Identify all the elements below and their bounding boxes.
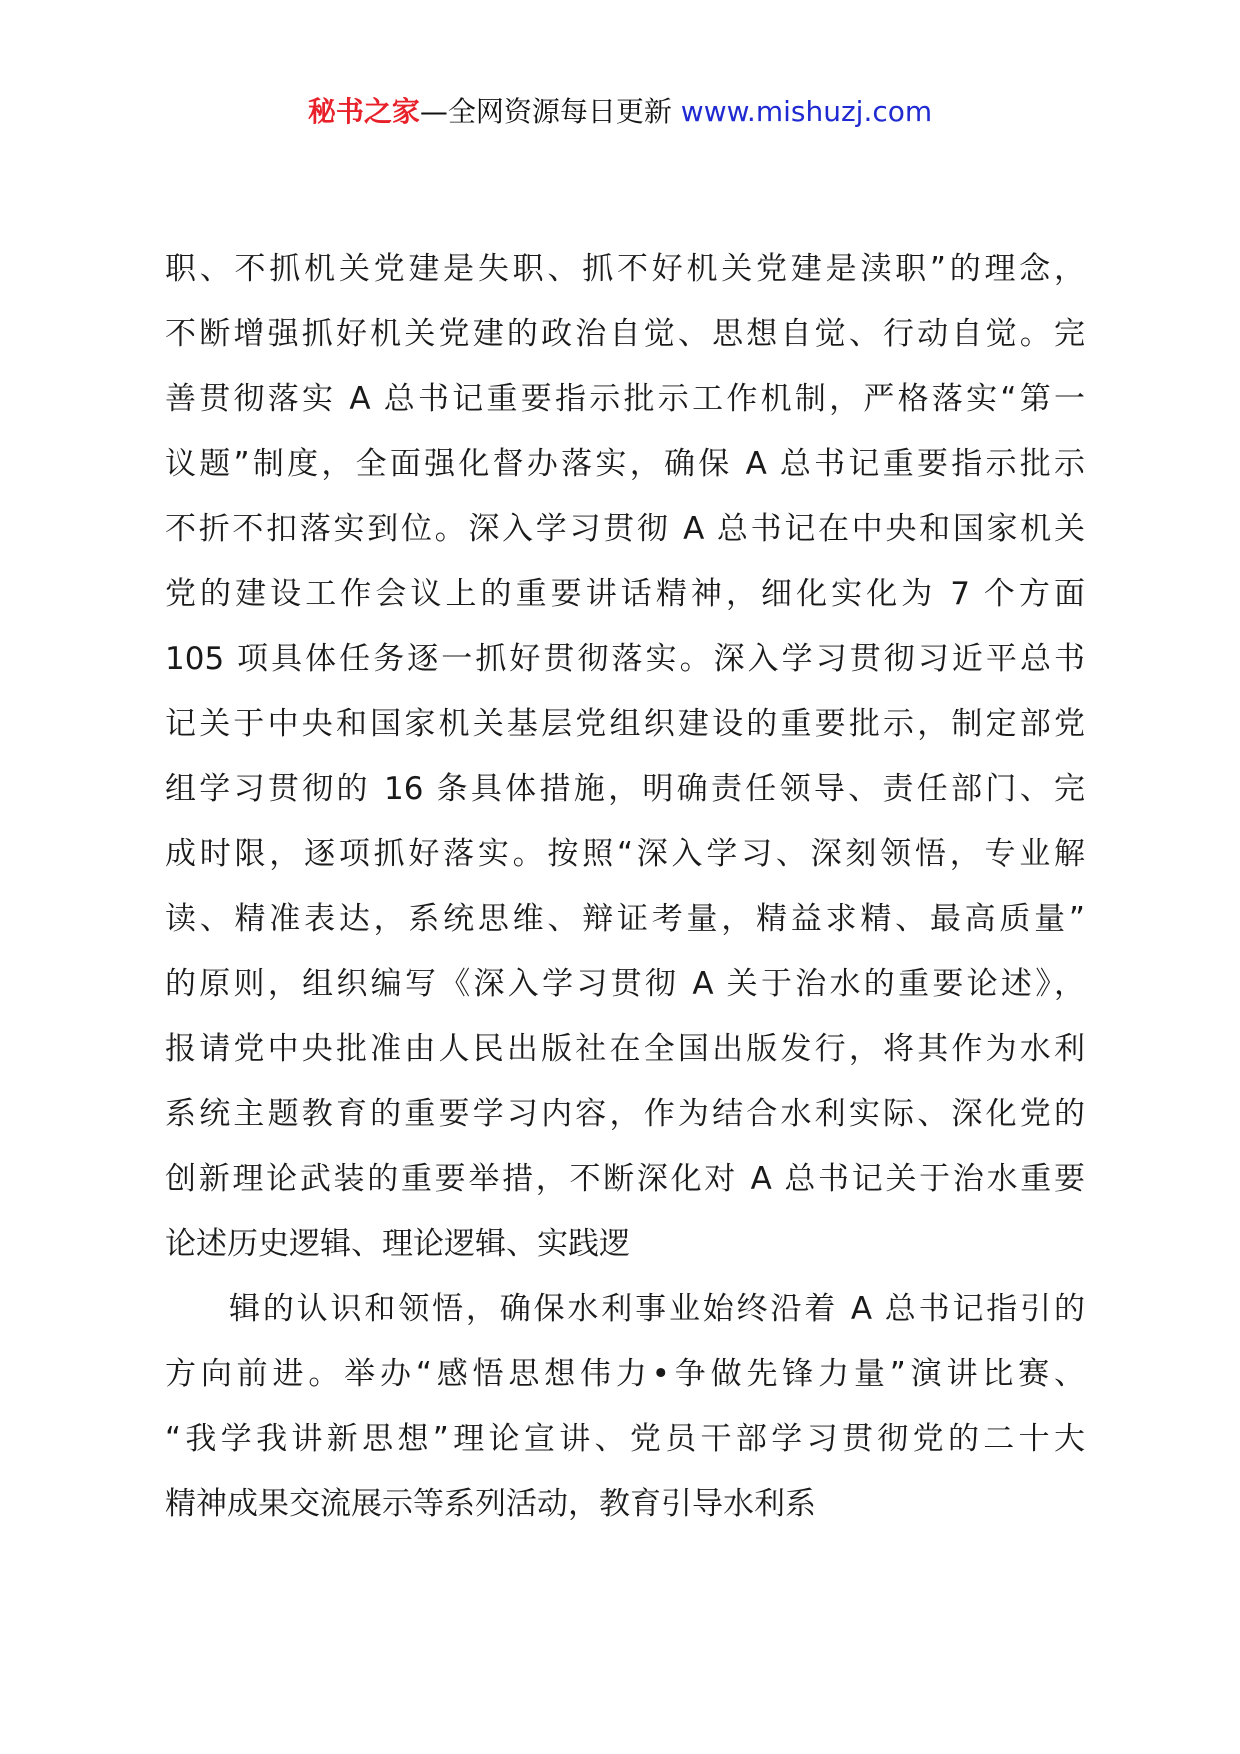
text-line: 读、精准表达，系统思维、辩证考量，精益求精、最高质量” — [165, 901, 1085, 937]
text-line: “我学我讲新思想”理论宣讲、党员干部学习贯彻党的二十大 — [165, 1421, 1085, 1457]
text-line: 议题”制度，全面强化督办落实，确保 A 总书记重要指示批示 — [165, 446, 1085, 482]
text-line: 系统主题教育的重要学习内容，作为结合水利实际、深化党的 — [165, 1096, 1085, 1132]
site-url-link[interactable]: www.mishuzj.com — [680, 95, 933, 128]
brand-name: 秘书之家 — [307, 95, 420, 128]
header-tagline: —全网资源每日更新 — [419, 95, 672, 128]
text-line: 105 项具体任务逐一抓好贯彻落实。深入学习贯彻习近平总书 — [165, 641, 1085, 677]
text-line: 职、不抓机关党建是失职、抓不好机关党建是渎职”的理念， — [165, 251, 1085, 287]
document-body — [165, 237, 1085, 1537]
text-line: 报请党中央批准由人民出版社在全国出版发行，将其作为水利 — [165, 1031, 1085, 1067]
text-line: 辑的认识和领悟，确保水利事业始终沿着 A 总书记指引的 — [229, 1291, 1085, 1327]
text-line: 不断增强抓好机关党建的政治自觉、思想自觉、行动自觉。完 — [165, 316, 1085, 352]
site-header — [0, 92, 1240, 132]
text-line: 方向前进。举办“感悟思想伟力•争做先锋力量”演讲比赛、 — [165, 1356, 1085, 1392]
text-line: 党的建设工作会议上的重要讲话精神，细化实化为 7 个方面 — [165, 576, 1085, 612]
text-line: 的原则，组织编写《深入学习贯彻 A 关于治水的重要论述》， — [165, 966, 1085, 1002]
text-line: 不折不扣落实到位。深入学习贯彻 A 总书记在中央和国家机关 — [165, 511, 1085, 547]
text-line: 成时限，逐项抓好落实。按照“深入学习、深刻领悟，专业解 — [165, 836, 1085, 872]
text-line: 组学习贯彻的 16 条具体措施，明确责任领导、责任部门、完 — [165, 771, 1085, 807]
text-line: 论述历史逻辑、理论逻辑、实践逻 — [165, 1226, 630, 1262]
paragraph-2 — [165, 1277, 1085, 1537]
text-line: 善贯彻落实 A 总书记重要指示批示工作机制，严格落实“第一 — [165, 381, 1085, 417]
text-line: 记关于中央和国家机关基层党组织建设的重要批示，制定部党 — [165, 706, 1085, 742]
paragraph-1 — [165, 237, 1085, 1277]
text-line: 创新理论武装的重要举措，不断深化对 A 总书记关于治水重要 — [165, 1161, 1085, 1197]
text-line: 精神成果交流展示等系列活动，教育引导水利系 — [165, 1486, 816, 1522]
